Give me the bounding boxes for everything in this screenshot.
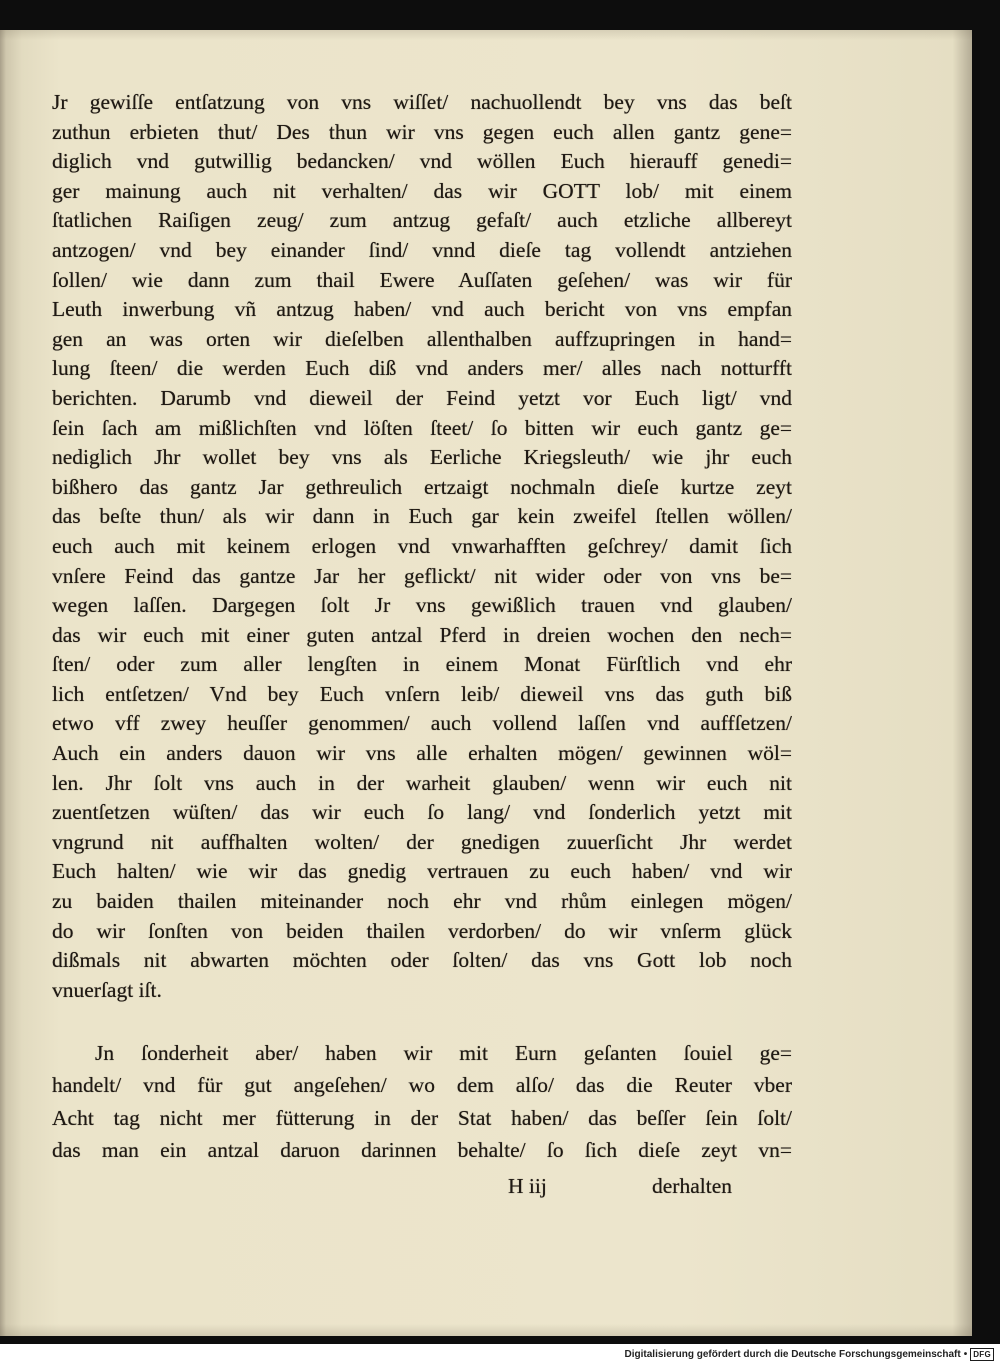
text-line: handelt/ vnd für gut angeſehen/ wo dem alſo/ das die Reuter vber [52, 1073, 792, 1098]
digitization-footer [0, 1344, 1000, 1363]
footer-credit-group [625, 1347, 994, 1361]
text-line: Auch ein anders dauon wir vns alle erhalten mögen/ gewinnen wöl= [52, 741, 792, 766]
text-line: wegen laſſen. Dargegen ſolt Jr vns gewißlich trauen vnd glauben/ [52, 593, 792, 618]
text-line: das man ein antzal daruon darinnen behalte/ ſo ſich dieſe zeyt vn= [52, 1137, 792, 1162]
text-line: Leuth inwerbung vñ antzug haben/ vnd auch bericht von vns empfan [52, 297, 792, 322]
text-line: berichten. Darumb vnd dieweil der Feind yetzt vor Euch ligt/ vnd [52, 385, 792, 410]
text-line: vngrund nit auffhalten wolten/ der gnedigen zuuerſicht Jhr werdet [52, 829, 792, 854]
text-line: Acht tag nicht mer fütterung in der Stat haben/ das beſſer ſein ſolt/ [52, 1105, 792, 1130]
catchword: derhalten [652, 1174, 732, 1198]
footer-credit: Digitalisierung gefördert durch die Deutsche Forschungsgemeinschaft [624, 1348, 961, 1360]
text-line: vnuerſagt iſt. [52, 977, 162, 1002]
text-line: Euch halten/ wie wir das gnedig vertrauen zu euch haben/ vnd wir [52, 859, 792, 884]
document-page [0, 30, 972, 1336]
text-line: ſein ſach am mißlichſten vnd löſten ſteet/ ſo bitten wir euch gantz ge= [52, 415, 792, 440]
paragraph [52, 1037, 792, 1166]
text-line: gen an was orten wir dieſelben allenthalben auffzupringen in hand= [52, 326, 792, 351]
text-line: zuthun erbieten thut/ Des thun wir vns gegen euch allen gantz gene= [52, 119, 792, 144]
text-line: das wir euch mit einer guten antzal Pferd in dreien wochen den nech= [52, 622, 792, 647]
text-line: do wir ſonſten von beiden thailen verdorben/ do wir vnſerm glück [52, 918, 792, 943]
text-line: diglich vnd gutwillig bedancken/ vnd wöllen Euch hierauff genedi= [52, 149, 792, 174]
text-line: len. Jhr ſolt vns auch in der warheit glauben/ wenn wir euch nit [52, 770, 792, 795]
paragraph [52, 88, 792, 1005]
text-line: ſtatlichen Raiſigen zeug/ zum antzug gefaſt/ auch etzliche allbereyt [52, 208, 792, 233]
text-line: zuentſetzen wüſten/ das wir euch ſo lang/ vnd ſonderlich yetzt mit [52, 800, 792, 825]
text-line: vnſere Feind das gantze Jar her geflickt/ nit wider oder von vns be= [52, 563, 792, 588]
dfg-logo: DFG [970, 1348, 994, 1361]
text-line: ſten/ oder zum aller lengſten in einem Monat Fürſtlich vnd ehr [52, 652, 792, 677]
signature-mark: H iij [508, 1174, 547, 1198]
text-line: das beſte thun/ als wir dann in Euch gar kein zweifel ſtellen wöllen/ [52, 504, 792, 529]
text-line: antzogen/ vnd bey einander ſind/ vnnd dieſe tag vollendt antziehen [52, 237, 792, 262]
text-line: ger mainung auch nit verhalten/ das wir GOTT lob/ mit einem [52, 178, 792, 203]
text-line: euch auch mit keinem erlogen vnd vnwarhafften geſchrey/ damit ſich [52, 533, 792, 558]
page-foot-line [0, 1171, 972, 1201]
text-line: lung ſteen/ die werden Euch diß vnd anders mer/ alles nach notturfft [52, 356, 792, 381]
text-line: lich entſetzen/ Vnd bey Euch vnſern leib/ dieweil vns das guth biß [52, 681, 792, 706]
text-line: etwo vff zwey heuſſer genommen/ auch vollend laſſen vnd auffſetzen/ [52, 711, 792, 736]
text-line: dißmals nit abwarten möchten oder ſolten/ das vns Gott lob noch [52, 948, 792, 973]
text-line: Jr gewiſſe entſatzung von vns wiſſet/ nachuollendt bey vns das beſt [52, 90, 792, 114]
footer-separator: • [963, 1348, 968, 1360]
text-line: ſollen/ wie dann zum thail Ewere Auſſaten geſehen/ was wir für [52, 267, 792, 292]
text-line: Jn ſonderheit aber/ haben wir mit Eurn geſanten ſouiel ge= [95, 1041, 792, 1065]
text-line: nediglich Jhr wollet bey vns als Eerliche Kriegsleuth/ wie jhr euch [52, 445, 792, 470]
text-line: bißhero das gantz Jar gethreulich ertzaigt nochmaln dieſe kurtze zeyt [52, 474, 792, 499]
text-line: zu baiden thailen miteinander noch ehr vnd rhům einlegen mögen/ [52, 889, 792, 914]
